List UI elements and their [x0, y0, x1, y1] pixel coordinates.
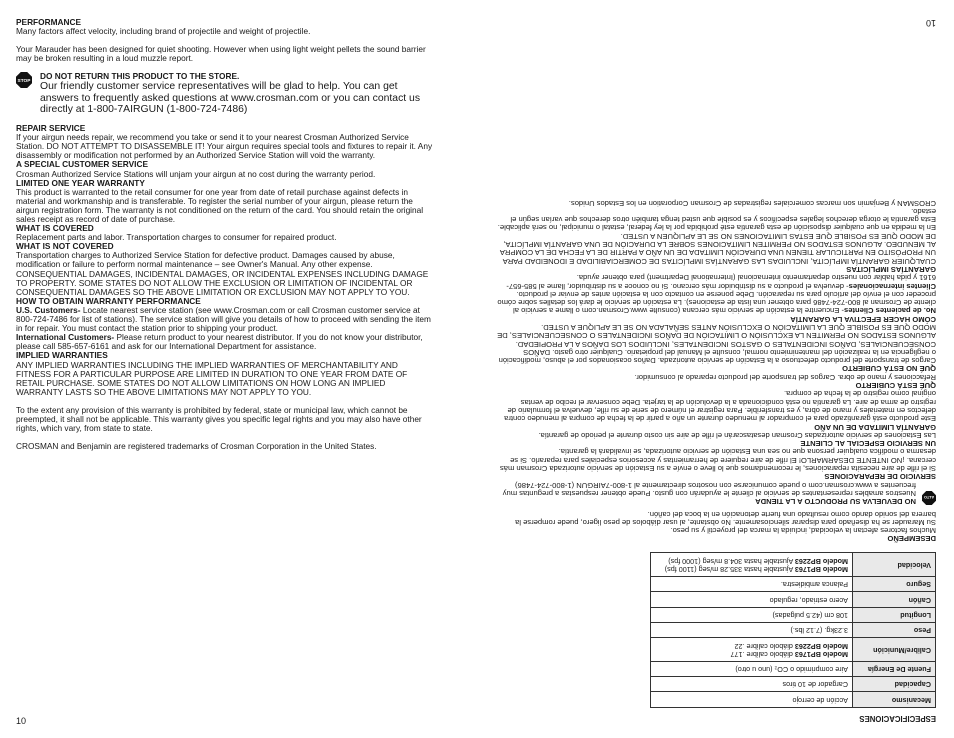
implicitas-text: CUALQUIER GARANTÍA IMPLÍCITA, INCLUIDAS LAS GARANTÍAS IMPLÍCITAS DE COMERCIABILIDAD E IDONEIDAD PARA UN PROPÓSITO EN PARTICULAR TIENEN UNA DURACIÓN LIMITADA DE UN AÑO A PARTIR DE LA FECHA DE LA COMPRA AL MENUDEO. ALGUNOS ESTADOS NO PERMITEN LIMITACIONES SOBRE LA DURACIÓN DE UNA GARANTÍA IMPLÍCITA, DE MODO QUE ES POSIBLE QUE ESTAS LIMITACIONES NO SE LE APLIQUEN A USTED.: [500, 231, 936, 266]
spec-label: Longitud: [853, 607, 936, 622]
spec-row: [651, 638, 936, 662]
specifications-title: ESPECIFICACIONES: [859, 714, 936, 723]
spec-label: Peso: [853, 622, 936, 637]
svg-text:ALTO: ALTO: [923, 495, 935, 500]
alto-notice-text: Nuestros amables representantes de servicio al cliente le ayudarán con gusto. Puede obtener respuestas a preguntas muy frecuentes a www.crosman.com o puede comunicarse con nosotros directamente al 1-800-7AIRGUN (1-800-724-7486): [502, 480, 916, 498]
garantia-heading: GARANTÍA LIMITADA DE UN AÑO: [814, 422, 936, 432]
eu-clientes-body: - Encuentre la estación de servicio más cercana (consulte www.Crosman.com o llame a servicio al cliente de Crosman al 800-724-7486 para obtener una lista de estaciones). La estación de servicio le dará los detalles sobre cómo proceder con el envío del artículo para su reparación. Debe ponerse en contacto con la estación antes de enviar el producto.: [497, 289, 936, 316]
spec-model-line: [655, 556, 848, 564]
spec-value: Aire comprimido o CO₂ (uno u otro): [651, 661, 853, 676]
performance-text-1: Many factors affect velocity, including brand of projectile and weight of projectile.: [16, 26, 311, 37]
no-cubierto-text: Cargos de transporte del producto defectuoso a la Estación de servicio autorizada. Daños ocasionados por el abuso, modificación o negligencia en la realización del mantenimiento normal, consulte el Manual del propietario. Cualquier otro gasto. DAÑOS CONSECUENCIALES, DAÑOS INCIDENTALES O GASTOS INCIDENTALES, INCLUIDOS LOS DAÑOS A LA PROPIEDAD. ALGUNOS ESTADOS NO PERMITEN LA EXCLUSIÓN O LIMITACIÓN DE DAÑOS INCIDENTALES O CONSECUENCIALES, DE MODO QUE ES POSIBLE QUE LA LIMITACIÓN O EXCLUSIÓN ANTES SEÑALADA NO SE LE APLIQUE A USTED.: [497, 323, 936, 366]
spec-label: Cañón: [853, 592, 936, 607]
desempeno-text-2: Su Marauder se ha diseñado para disparar silenciosamente. No obstante, al usar diábolos de peso ligero, puede romperse la barrera del sonido dando como resultado una fuerte detonación en la boca del cañón.: [515, 509, 936, 527]
warranty-text: This product is warranted to the retail consumer for one year from date of retail purchase against defects in material and workmanship and is transferable. To register the serial number of your airgun, please return the airgun registration form. The warranty is not conditioned on the return of the card. You should retain the original sales receipt as record of date of purchase.: [16, 186, 424, 225]
specifications-table: [650, 552, 936, 707]
us-customers-body: Locate nearest service station (see www.Crosman.com or call Crosman customer service at 800-724-7486 for list of stations). The service station will give you details of how to proceed with sending the item in for repair. You must contact the station prior to shipping your product.: [16, 304, 431, 334]
intl-customers-body: Please return product to your nearest distributor. If you do not know your distributor, please call 585-657-6161 and ask for our International Department for assistance.: [16, 332, 423, 352]
spec-row: [651, 622, 936, 637]
servicio-text: Si el rifle de aire necesita reparaciones, le recomendamos que lo lleve o envíe a su Estación de servicio autorizada Crosman más cercana. ¡NO INTENTE DESARMARLO! El rifle de aire requiere de herramientas y accesorios especiales para repararlo. Si se desarma o modifica cualquier persona que no sea una Estación de servicio autorizada, se invalidará la garantía.: [499, 447, 936, 474]
spec-model-line: [655, 641, 848, 649]
implied-warranties-heading: IMPLIED WARRANTIES: [16, 350, 108, 361]
alto-notice: [496, 480, 936, 505]
eu-clientes-text: [496, 290, 936, 315]
obtain-warranty-heading: HOW TO OBTAIN WARRANTY PERFORMANCE: [16, 295, 201, 306]
spec-label: Calibre/Munición: [853, 638, 936, 662]
medida-text: En la medida en que cualquier disposición de esta garantía esté prohibida por la ley federal, estatal o municipal, no será aplicable. Esta garantía le otorga derechos legales específicos y es posible que usted tenga también otros derechos que varían según el estado.: [497, 206, 936, 233]
intl-customers-text: [16, 333, 434, 351]
svg-text:STOP: STOP: [17, 79, 31, 85]
stop-sign-icon: [922, 491, 936, 505]
intl-clientes-text: [496, 273, 936, 290]
special-service-text: Crosman Authorized Service Stations will unjam your airgun at no cost during the warranty period.: [16, 168, 376, 179]
spec-row: [651, 661, 936, 676]
spec-value: Acero estriado, regulado: [651, 592, 853, 607]
implied-warranties-text: ANY IMPLIED WARRANTIES INCLUDING THE IMPLIED WARRANTIES OF MERCHANTABILITY AND FITNESS FOR A PARTICULAR PURPOSE ARE LIMITED IN DURATION TO ONE YEAR FROM DATE OF RETAIL PURCHASE. SOME STATES DO NOT ALLOW LIMITATIONS ON HOW LONG AN IMPLIED WARRANTY LASTS SO THE ABOVE LIMITATIONS MAY NOT APPLY TO YOU.: [16, 359, 408, 397]
spec-value: [651, 553, 853, 577]
desempeno-text-1: Muchos factores afectan la velocidad, incluida la marca del proyectil y su peso.: [670, 526, 936, 536]
spec-value: Palanca ambidiestra.: [651, 577, 853, 592]
trademark-es-text: CROSMAN y Benjamin son marcas comerciales registradas de Crosman Corporation en los Estados Unidos.: [568, 198, 936, 208]
spec-value: 3.23kg. (7.12 lbs.): [651, 622, 853, 637]
cubierto-heading: QUÉ ESTÁ CUBIERTO: [855, 381, 936, 391]
spec-model-value: Ajustable hasta 335.28 m/seg (1100 fps): [664, 565, 794, 575]
spec-model: Modelo BP2263: [794, 556, 848, 566]
spec-value: 108 cm (42.5 pulgadas): [651, 607, 853, 622]
spanish-page: [472, 0, 954, 738]
desempeno-heading: DESEMPEÑO: [887, 534, 936, 544]
stop-notice-title: DO NOT RETURN THIS PRODUCT TO THE STORE.: [40, 71, 240, 82]
spec-row: [651, 677, 936, 692]
spec-row: [651, 553, 936, 577]
spec-model: Modelo BP2263: [794, 641, 848, 651]
spec-label: Capacidad: [853, 677, 936, 692]
spec-model: Modelo BP1763: [794, 565, 848, 575]
trademark-text: CROSMAN and Benjamin are registered trademarks of Crosman Corporation in the United States.: [16, 441, 377, 452]
servicio-especial-text: Las Estaciones de servicio autorizadas Crosman desatascarán el rifle de aire sin costo durante el periodo de garantía.: [538, 430, 936, 440]
spec-row: [651, 592, 936, 607]
spec-label: Fuente De Energía: [853, 661, 936, 676]
intl-clientes-body: - devuelva el producto a su distribuidor más cercano. Si no conoce a su distribuidor, llame al 585-657-6161 y pida hablar con nuestro departamento internacional (International Department) para obtener ayuda.: [506, 273, 936, 291]
english-page: [16, 18, 434, 451]
us-customers-text: [16, 306, 434, 333]
spec-label: Seguro: [853, 577, 936, 592]
eu-clientes-label: No. de pacientes Clientes: [844, 306, 936, 316]
spec-label: Velocidad: [853, 553, 936, 577]
stop-sign-icon: [16, 72, 32, 88]
spec-value: [651, 638, 853, 662]
implicitas-heading: GARANTÍAS IMPLÍCITAS: [846, 264, 936, 274]
spec-model-value: diábolo calibre .22: [734, 641, 793, 651]
spec-value: Cargador de 10 tiros: [651, 677, 853, 692]
not-covered-heading: WHAT IS NOT COVERED: [16, 241, 114, 252]
como-heading: CÓMO HACER EFECTIVA LA GARANTÍA: [790, 314, 936, 324]
special-service-heading: A SPECIAL CUSTOMER SERVICE: [16, 159, 149, 170]
spec-row: [651, 607, 936, 622]
spec-model-line: [655, 650, 848, 658]
stop-notice: [16, 72, 434, 115]
covered-text: Replacement parts and labor. Transportation charges to consumer for repaired product.: [16, 232, 337, 243]
performance-heading: PERFORMANCE: [16, 17, 81, 27]
alto-notice-title: NO DEVUELVA SU PRODUCTO A LA TIENDA: [755, 497, 916, 507]
repair-service-text: If your airgun needs repair, we recommend you take or send it to your nearest Crosman Authorized Service Station. DO NOT ATTEMPT TO DISASSEMBLE IT! Your airgun requires special tools and fixtures to repair it. Any disassembly or modification not performed by an Authorized Service Station will void the warranty.: [16, 132, 433, 161]
servicio-especial-heading: UN SERVICIO ESPECIAL AL CLIENTE: [800, 439, 936, 449]
us-customers-label: U.S. Customers-: [16, 304, 81, 315]
page-number-right: 10: [925, 18, 936, 28]
intl-clientes-label: Clientes internacionales: [848, 281, 936, 291]
spec-model: Modelo BP1763: [794, 649, 848, 659]
not-covered-text: Transportation charges to Authorized Service Station for defective product. Damages caused by abuse, modification or failure to perform normal maintenance – see Owner's Manual. Any other expense. CONSEQUENTIAL DAMAGES, INCIDENTAL DAMAGES, OR INCIDENTAL EXPENSES INCLUDING DAMAGE TO PROPERTY. SOME STATES DO NOT ALLOW THE EXCLUSION OR LIMITATION OF INCIDENTAL OR CONSEQUENTIAL DAMAGES SO THE ABOVE LIMITATION OR EXCLUSION MAY NOT APPLY TO YOU.: [16, 250, 429, 297]
spec-row: [651, 692, 936, 707]
spec-model-line: [655, 565, 848, 573]
page-number-left: 10: [16, 716, 27, 726]
cubierto-text: Refacciones y mano de obra. Cargos del transporte del producto reparado al consumidor.: [634, 372, 936, 382]
no-cubierto-heading: QUÉ NO ESTÁ CUBIERTO: [842, 364, 936, 374]
repair-service-heading: REPAIR SERVICE: [16, 123, 86, 134]
covered-heading: WHAT IS COVERED: [16, 223, 94, 234]
stop-notice-text: Our friendly customer service representatives will be glad to help. You can get answers to frequently asked questions at www.crosman.com or you can contact us directly at 1-800-7AIRGUN (1-800-724-7486): [40, 81, 421, 115]
spec-value: Acción de cerrojo: [651, 692, 853, 707]
warranty-heading: LIMITED ONE YEAR WARRANTY: [16, 177, 145, 188]
intl-customers-label: International Customers-: [16, 332, 115, 343]
spec-row: [651, 577, 936, 592]
servicio-heading: SERVICIO DE REPARACIONES: [824, 472, 936, 482]
spec-model-value: Ajustable hasta 304.8 m/seg (1000 fps): [668, 556, 794, 566]
performance-text-2: Your Marauder has been designed for quiet shooting. However when using light weight pellets the sound barrier may be broken resulting in a loud muzzle report.: [16, 44, 426, 64]
extent-text: To the extent any provision of this warranty is prohibited by federal, state or municipal law, which cannot be preempted, it shall not be applicable. This warranty gives you specific legal rights and you may also have other rights, which vary, from state to state.: [16, 404, 422, 434]
spec-model-value: diábolo calibre .177: [730, 649, 793, 659]
garantia-text: Este producto está garantizado para el comprador al menudeo durante un año a partir de la fecha de compra al menudeo contra defectos en materiales y mano de obra, y es transferible. Para registrar el número de serie de su rifle, devuelva el formulario de registro de arma de aire. La garantía no está condicionada a la devolución de la tarjeta. Debe conservar el recibo de ventas original como registro de la fecha de compra.: [504, 389, 936, 424]
spec-label: Mecanismo: [853, 692, 936, 707]
